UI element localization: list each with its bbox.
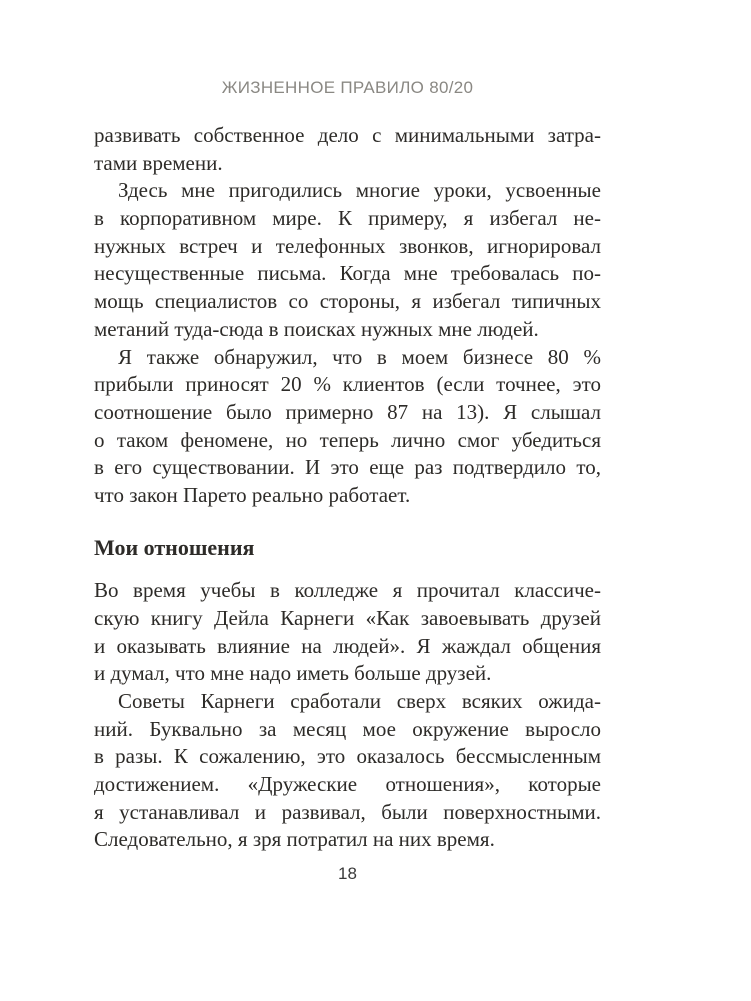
running-header: ЖИЗНЕННОЕ ПРАВИЛО 80/20: [221, 78, 474, 97]
text-line: тами времени.: [94, 150, 223, 175]
text-line: я устанавливал и развивал, были поверхностными.: [94, 799, 601, 824]
text-line: в разы. К сожалению, это оказалось бессмысленным: [94, 744, 601, 769]
text-line: метаний туда-сюда в поисках нужных мне людей.: [94, 316, 539, 341]
text-line: что закон Парето реально работает.: [94, 482, 411, 507]
text-line: скую книгу Дейла Карнеги «Как завоевывать друзей: [94, 605, 601, 630]
text-line: соотношение было примерно 87 на 13). Я слышал: [94, 399, 601, 424]
text-line: развивать собственное дело с минимальными затра-: [94, 123, 601, 147]
page-number: 18: [338, 864, 357, 883]
text-line: нужных встреч и телефонных звонков, игнорировал: [94, 233, 601, 258]
text-line: и думал, что мне надо иметь больше друзей.: [94, 661, 492, 686]
text-line: достижением. «Дружеские отношения», которые: [94, 771, 601, 796]
text-line: мощь специалистов со стороны, я избегал типичных: [94, 289, 601, 314]
text-line: о таком феномене, но теперь лично смог убедиться: [94, 427, 601, 452]
text-line: и оказывать влияние на людей». Я жаждал общения: [94, 633, 601, 658]
text-line: в корпоративном мире. К примеру, я избегал не-: [94, 206, 601, 231]
text-line: в его существовании. И это еще раз подтвердило то,: [94, 455, 601, 480]
text-line: Советы Карнеги сработали сверх всяких ожида-: [118, 688, 601, 713]
text-line: ний. Буквально за месяц мое окружение выросло: [94, 716, 601, 741]
text-line: несущественные письма. Когда мне требовалась по-: [94, 261, 601, 286]
text-line: Я также обнаружил, что в моем бизнесе 80 %: [118, 344, 601, 369]
text-line: Следовательно, я зря потратил на них время.: [94, 827, 495, 852]
text-line: Во время учебы в колледже я прочитал классиче-: [94, 578, 601, 603]
body-text: [94, 122, 601, 854]
text-line: Здесь мне пригодились многие уроки, усвоенные: [118, 178, 601, 203]
text-line: прибыли приносят 20 % клиентов (если точнее, это: [94, 372, 601, 397]
section-heading: Мои отношения: [94, 534, 255, 560]
